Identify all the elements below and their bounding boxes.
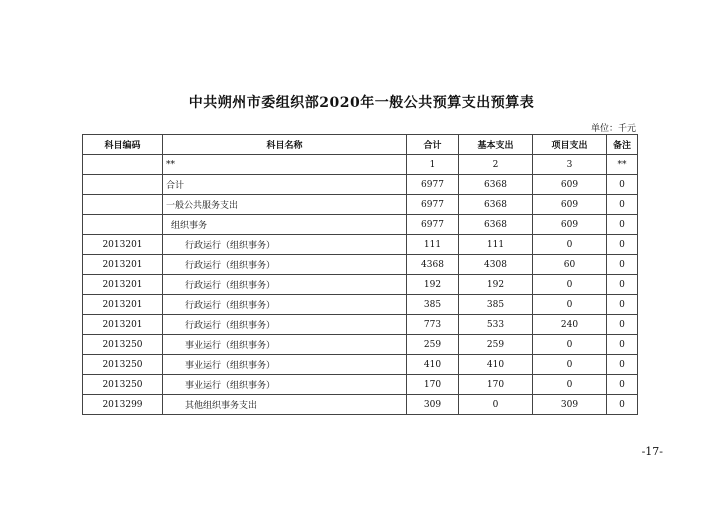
cell-name: 事业运行（组织事务） xyxy=(163,355,407,375)
table-row xyxy=(83,395,638,415)
cell-project: 309 xyxy=(533,395,607,415)
header-total: 合计 xyxy=(407,135,459,155)
cell-name: 行政运行（组织事务） xyxy=(163,275,407,295)
cell-note: 0 xyxy=(607,275,638,295)
cell-project: 0 xyxy=(533,375,607,395)
cell-note: 0 xyxy=(607,315,638,335)
table-row xyxy=(83,255,638,275)
cell-note: 0 xyxy=(607,355,638,375)
cell-basic: 6368 xyxy=(459,215,533,235)
table-body xyxy=(83,155,638,415)
cell-code xyxy=(83,155,163,175)
cell-basic: 533 xyxy=(459,315,533,335)
cell-project: 3 xyxy=(533,155,607,175)
cell-code: 2013201 xyxy=(83,235,163,255)
cell-project: 0 xyxy=(533,235,607,255)
cell-project: 0 xyxy=(533,335,607,355)
cell-total: 1 xyxy=(407,155,459,175)
cell-name: 事业运行（组织事务） xyxy=(163,335,407,355)
cell-note: 0 xyxy=(607,175,638,195)
cell-basic: 0 xyxy=(459,395,533,415)
cell-code: 2013250 xyxy=(83,355,163,375)
cell-total: 6977 xyxy=(407,195,459,215)
header-project: 项目支出 xyxy=(533,135,607,155)
cell-total: 259 xyxy=(407,335,459,355)
cell-note: ** xyxy=(607,155,638,175)
cell-project: 609 xyxy=(533,175,607,195)
cell-code xyxy=(83,215,163,235)
cell-basic: 4308 xyxy=(459,255,533,275)
cell-code: 2013201 xyxy=(83,295,163,315)
cell-name: 合计 xyxy=(163,175,407,195)
cell-total: 6977 xyxy=(407,215,459,235)
cell-code: 2013201 xyxy=(83,315,163,335)
cell-note: 0 xyxy=(607,195,638,215)
cell-note: 0 xyxy=(607,235,638,255)
cell-note: 0 xyxy=(607,255,638,275)
cell-total: 309 xyxy=(407,395,459,415)
table-row xyxy=(83,335,638,355)
cell-total: 170 xyxy=(407,375,459,395)
table-header-row xyxy=(83,135,638,155)
cell-code: 2013299 xyxy=(83,395,163,415)
cell-basic: 385 xyxy=(459,295,533,315)
table-row xyxy=(83,175,638,195)
cell-basic: 6368 xyxy=(459,195,533,215)
cell-note: 0 xyxy=(607,375,638,395)
cell-code: 2013250 xyxy=(83,375,163,395)
cell-basic: 192 xyxy=(459,275,533,295)
table-row xyxy=(83,155,638,175)
cell-total: 4368 xyxy=(407,255,459,275)
cell-name: 其他组织事务支出 xyxy=(163,395,407,415)
unit-label: 单位：千元 xyxy=(590,124,636,134)
header-code: 科目编码 xyxy=(83,135,163,155)
budget-table xyxy=(82,134,638,415)
cell-code xyxy=(83,175,163,195)
cell-total: 192 xyxy=(407,275,459,295)
cell-project: 240 xyxy=(533,315,607,335)
cell-name: 一般公共服务支出 xyxy=(163,195,407,215)
page-number: -17- xyxy=(641,445,663,458)
cell-project: 0 xyxy=(533,355,607,375)
table-row xyxy=(83,195,638,215)
header-name: 科目名称 xyxy=(163,135,407,155)
cell-code: 2013201 xyxy=(83,275,163,295)
cell-basic: 410 xyxy=(459,355,533,375)
table-row xyxy=(83,355,638,375)
cell-project: 0 xyxy=(533,275,607,295)
table-row xyxy=(83,295,638,315)
table-row xyxy=(83,235,638,255)
cell-name: 行政运行（组织事务） xyxy=(163,295,407,315)
cell-total: 410 xyxy=(407,355,459,375)
cell-code: 2013201 xyxy=(83,255,163,275)
cell-total: 6977 xyxy=(407,175,459,195)
cell-total: 385 xyxy=(407,295,459,315)
cell-basic: 259 xyxy=(459,335,533,355)
table-row xyxy=(83,375,638,395)
cell-project: 0 xyxy=(533,295,607,315)
cell-name: 事业运行（组织事务） xyxy=(163,375,407,395)
table-row xyxy=(83,275,638,295)
cell-project: 609 xyxy=(533,215,607,235)
cell-note: 0 xyxy=(607,295,638,315)
cell-basic: 6368 xyxy=(459,175,533,195)
table-row xyxy=(83,215,638,235)
cell-project: 60 xyxy=(533,255,607,275)
cell-basic: 170 xyxy=(459,375,533,395)
cell-note: 0 xyxy=(607,215,638,235)
cell-code xyxy=(83,195,163,215)
cell-name: 组织事务 xyxy=(163,215,407,235)
cell-total: 111 xyxy=(407,235,459,255)
cell-name: 行政运行（组织事务） xyxy=(163,315,407,335)
header-note: 备注 xyxy=(607,135,638,155)
table-row xyxy=(83,315,638,335)
cell-basic: 111 xyxy=(459,235,533,255)
cell-name: 行政运行（组织事务） xyxy=(163,235,407,255)
cell-total: 773 xyxy=(407,315,459,335)
cell-note: 0 xyxy=(607,335,638,355)
cell-name: 行政运行（组织事务） xyxy=(163,255,407,275)
page-title: 中共朔州市委组织部2020年一般公共预算支出预算表 xyxy=(188,95,535,111)
cell-project: 609 xyxy=(533,195,607,215)
cell-code: 2013250 xyxy=(83,335,163,355)
header-basic: 基本支出 xyxy=(459,135,533,155)
cell-name: ** xyxy=(163,155,407,175)
cell-note: 0 xyxy=(607,395,638,415)
cell-basic: 2 xyxy=(459,155,533,175)
